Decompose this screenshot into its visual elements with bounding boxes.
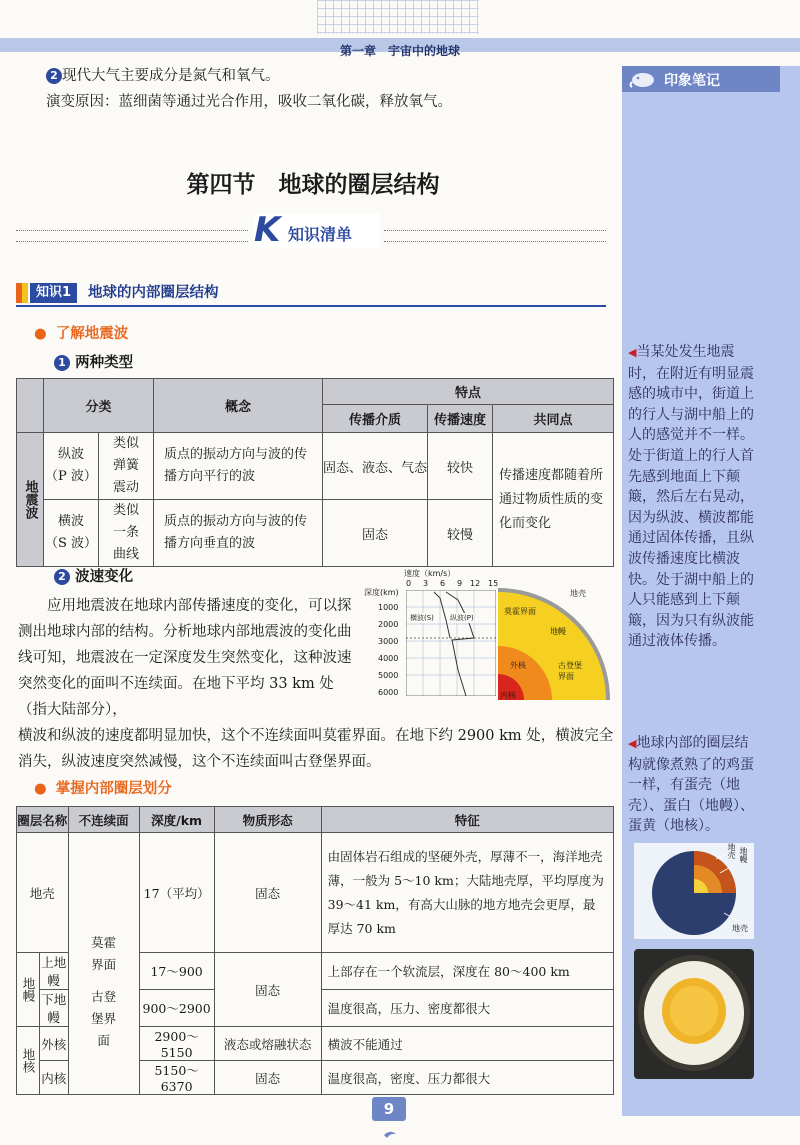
divider-right bbox=[384, 230, 606, 242]
side-note-earthquake: ◀当某处发生地震时，在附近有明显震感的城市中，街道上的行人与湖中船上的人的感觉并不一样。处于街道上的行人首先感到地面上下颠簸，然后左右晃动，因为纵波、横波都能通过固体传播，且纵波传播速度比横波快。处于湖中船上的人只能感到上下颠簸，因为只有纵波能通过液体传播。 bbox=[628, 344, 754, 650]
table-cell: 上地幔 bbox=[40, 953, 69, 990]
table-cell: 下地幔 bbox=[40, 990, 69, 1027]
table-cell: 质点的振动方向与波的传播方向平行的波 bbox=[154, 433, 323, 500]
knowledge-1-heading: 知识1 地球的内部圈层结构 bbox=[16, 282, 606, 307]
master-heading: ● 掌握内部圈层划分 bbox=[34, 781, 172, 797]
paragraph-text: 应用地震波在地球内部传播速度的变化，可以探测出地球内部的结构。分析地球内部地震波的变化曲线可知，地震波在一定深度发生突然变化，这种波速突然变化的面叫不连续面。在地下平均 33 km 处（指大陆部分）， bbox=[18, 598, 352, 718]
table-cell: 上部存在一个软流层，深度在 80～400 km bbox=[321, 953, 613, 990]
header-grid-decoration bbox=[317, 0, 479, 34]
table-cell: 纵波 （P 波） bbox=[44, 433, 99, 500]
triangle-marker-icon: ◀ bbox=[628, 346, 637, 359]
table-cell: 固态 bbox=[214, 953, 321, 1027]
wave-speed-paragraph-part bbox=[18, 593, 354, 723]
side-notes-title: 印象笔记 bbox=[664, 73, 720, 89]
table-cell: 较慢 bbox=[428, 500, 493, 567]
table-cell: 2900～5150 bbox=[139, 1027, 214, 1061]
earth-cutaway-image: 地壳 地幔 地壳 bbox=[634, 843, 754, 939]
side-note-egg: ◀地球内部的圈层结构就像煮熟了的鸡蛋一样，有蛋壳（地壳）、蛋白（地幔）、蛋黄（地核）。 bbox=[628, 735, 754, 835]
table-cell: 地幔 bbox=[17, 953, 40, 1027]
top-item-2: 2 现代大气主要成分是氮气和氧气。 bbox=[46, 63, 280, 89]
wave-speed-graph bbox=[406, 590, 496, 696]
table-header-cell: 特点 bbox=[323, 379, 614, 405]
understand-heading: ● 了解地震波 bbox=[34, 326, 129, 342]
table-header-cell: 传播速度 bbox=[428, 405, 493, 433]
table-header-cell: 不连续面 bbox=[68, 807, 139, 833]
table-cell: 温度很高，密度、压力都很大 bbox=[321, 1061, 613, 1095]
bird-icon bbox=[383, 1124, 397, 1134]
table-header-cell: 特征 bbox=[321, 807, 613, 833]
earth-layers-table bbox=[16, 806, 614, 1095]
boiled-egg-image bbox=[634, 949, 754, 1079]
table-cell: 固态 bbox=[214, 833, 321, 953]
wave-speed-paragraph-continued: 横波和纵波的速度都明显加快，这个不连续面叫莫霍界面。在地下约 2900 km 处，横波完全消失，纵波速度突然减慢，这个不连续面叫古登堡界面。 bbox=[18, 728, 614, 770]
table-cell: 传播速度都随着所通过物质性质的变化而变化 bbox=[493, 433, 614, 567]
table-cell: 类似弹簧震动 bbox=[99, 433, 154, 500]
table-header-cell: 传播介质 bbox=[323, 405, 428, 433]
seismic-wave-diagram: 速度（km/s） 0 3 6 9 12 15 深度(km) 1000 2000 3000 4000 5000 6000 横波(S) 纵波(P) 地壳 莫霍界面 地幔 外核 古登堡界面 内核 bbox=[360, 568, 610, 704]
section-title: 第四节 地球的圈层结构 bbox=[186, 171, 440, 198]
chapter-title: 第一章 宇宙中的地球 bbox=[339, 44, 460, 58]
table-header-cell: 深度/km bbox=[139, 807, 214, 833]
table-cell: 900～2900 bbox=[139, 990, 214, 1027]
table-header-cell: 分类 bbox=[44, 379, 154, 433]
table-cell: 5150～6370 bbox=[139, 1061, 214, 1095]
table-cell: 温度很高，压力、密度都很大 bbox=[321, 990, 613, 1027]
table-cell: 横波 （S 波） bbox=[44, 500, 99, 567]
table-cell: 类似一条曲线 bbox=[99, 500, 154, 567]
elephant-icon bbox=[628, 70, 658, 88]
triangle-marker-icon: ◀ bbox=[628, 737, 637, 750]
table-cell: 莫霍界面 古登堡界面 bbox=[68, 833, 139, 1095]
table-header-cell: 物质形态 bbox=[214, 807, 321, 833]
table-cell: 地壳 bbox=[17, 833, 69, 953]
table-header-cell: 圈层名称 bbox=[17, 807, 69, 833]
evolution-reason: 演变原因：蓝细菌等通过光合作用，吸收二氧化碳，释放氧气。 bbox=[46, 94, 452, 110]
sub1-heading: 1 两种类型 bbox=[54, 351, 133, 372]
table-cell: 17（平均） bbox=[139, 833, 214, 953]
table-cell: 固态、液态、气态 bbox=[323, 433, 428, 500]
table-cell: 外核 bbox=[40, 1027, 69, 1061]
table-cell: 质点的振动方向与波的传播方向垂直的波 bbox=[154, 500, 323, 567]
tag-stripe bbox=[22, 283, 28, 303]
leaf-bullet-icon: ● bbox=[34, 326, 47, 342]
table-cell: 较快 bbox=[428, 433, 493, 500]
sub2-heading: 2 波速变化 bbox=[54, 565, 133, 586]
table-cell: 地核 bbox=[17, 1027, 40, 1095]
knowledge-list-badge: K 知识清单 bbox=[254, 214, 380, 248]
divider-left bbox=[16, 230, 248, 242]
table-header-cell: 概念 bbox=[154, 379, 323, 433]
table-header-cell bbox=[17, 379, 44, 433]
row-label: 地震波 bbox=[17, 433, 44, 567]
table-cell: 液态或熔融状态 bbox=[214, 1027, 321, 1061]
table-cell: 横波不能通过 bbox=[321, 1027, 613, 1061]
table-cell: 由固体岩石组成的坚硬外壳，厚薄不一，海洋地壳薄，一般为 5～10 km；大陆地壳厚，平均厚度为 39～41 km，有高大山脉的地方地壳会更厚，最厚达 70 km bbox=[321, 833, 613, 953]
table-cell: 内核 bbox=[40, 1061, 69, 1095]
table-cell: 固态 bbox=[214, 1061, 321, 1095]
leaf-bullet-icon: ● bbox=[34, 781, 47, 797]
table-cell: 17～900 bbox=[139, 953, 214, 990]
table-cell: 固态 bbox=[323, 500, 428, 567]
seismic-wave-table bbox=[16, 378, 614, 567]
table-header-cell: 共同点 bbox=[493, 405, 614, 433]
page-number: 9 bbox=[372, 1097, 406, 1121]
